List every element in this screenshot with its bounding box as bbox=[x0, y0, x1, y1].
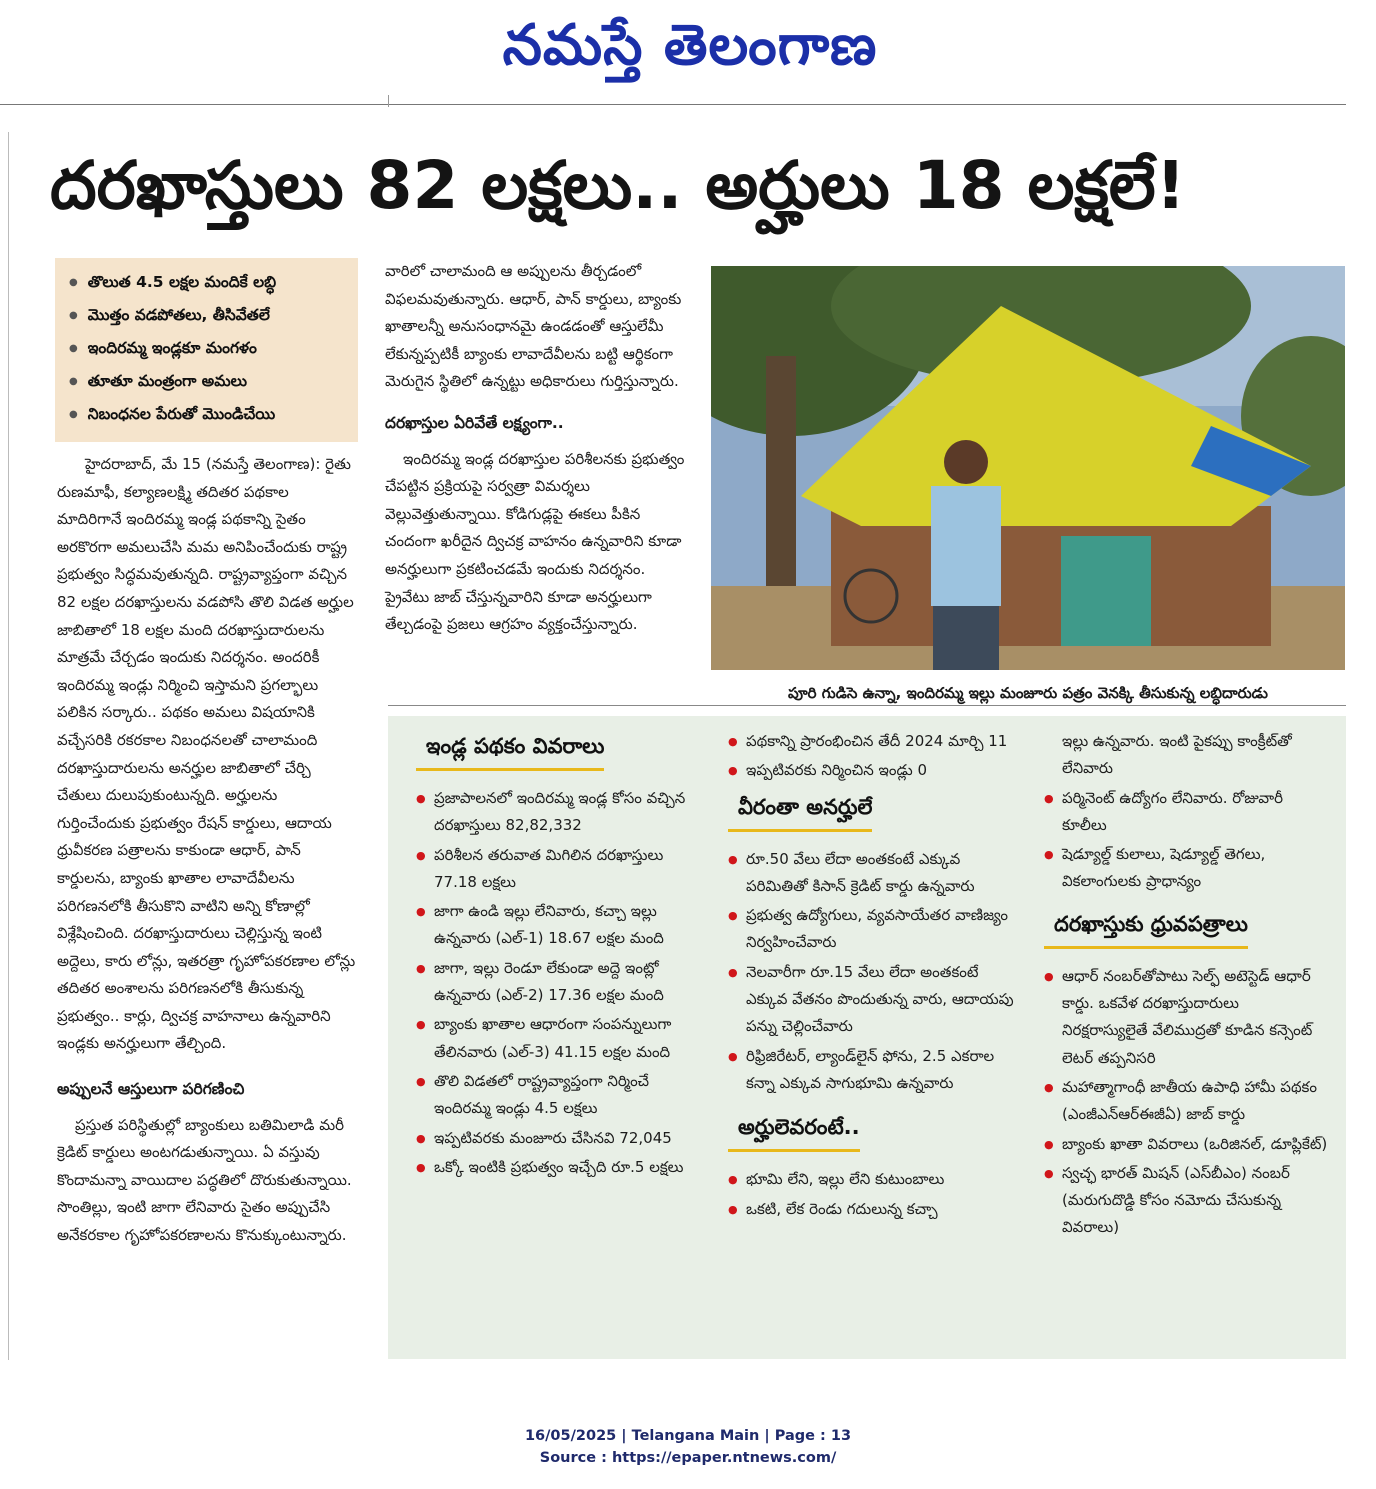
box-divider bbox=[388, 705, 1346, 706]
photo-person-head bbox=[944, 440, 988, 484]
scheme-item: ● ప్రజాపాలనలో ఇందిరమ్మ ఇండ్ల కోసం వచ్చిన దరఖాస్తులు 82,82,332 bbox=[416, 785, 706, 840]
highlight-item: ● మొత్తం వడపోతలు, తీసివేతలే bbox=[69, 299, 358, 332]
masthead-divider-tick bbox=[388, 95, 389, 107]
eligible-heading: అర్హులెవరంటే.. bbox=[728, 1111, 860, 1152]
scheme-item: ● జాగా ఉండి ఇల్లు లేనివారు, కచ్చా ఇల్లు ఉన్నవారు (ఎల్-1) 18.67 లక్షల మంది bbox=[416, 898, 706, 953]
document-item: ● స్వచ్ఛ భారత్ మిషన్ (ఎస్‌బీఎం) నంబర్ (మరుగుదొడ్డి కోసం నమోదు చేసుకున్న వివరాలు) bbox=[1044, 1160, 1329, 1242]
document-item: ● బ్యాంకు ఖాతా వివరాలు (ఒరిజినల్, డూప్లికేట్) bbox=[1044, 1131, 1329, 1158]
eligible-item: ● పర్మినెంట్ ఉద్యోగం లేనివారు. రోజువారీ కూలీలు bbox=[1044, 785, 1329, 840]
scheme-item: ● పథకాన్ని ప్రారంభించిన తేదీ 2024 మార్చి 11 bbox=[728, 728, 1018, 755]
page-left-border bbox=[0, 132, 9, 1360]
highlight-item: ● తూతూ మంత్రంగా అమలు bbox=[69, 365, 358, 398]
scheme-item: ● పరిశీలన తరువాత మిగిలిన దరఖాస్తులు 77.18 లక్షలు bbox=[416, 842, 706, 897]
ineligible-column bbox=[728, 728, 1018, 1225]
article-column-1 bbox=[57, 451, 357, 1250]
footer-source-line[interactable]: Source : https://epaper.ntnews.com/ bbox=[539, 1450, 837, 1466]
scheme-item: ● ఒక్కో ఇంటికి ప్రభుత్వం ఇచ్చేది రూ.5 లక్షలు bbox=[416, 1154, 706, 1181]
scheme-details-heading: ఇండ్ల పథకం వివరాలు bbox=[416, 730, 604, 771]
article-paragraph: హైదరాబాద్, మే 15 (నమస్తే తెలంగాణ): రైతు రుణమాఫీ, కల్యాణలక్ష్మి తదితర పథకాల మాదిరిగానే ఇందిరమ్మ ఇండ్ల పథకాన్ని సైతం అరకొరగా అమలుచేసి మమ అనిపించేందుకు రాష్ట్ర ప్రభుత్వం సిద్ధమవుతున్నది. రాష్ట్రవ్యాప్తంగా వచ్చిన 82 లక్షల దరఖాస్తులను వడపోసి తొలి విడత అర్హుల జాబితాలో 18 లక్షల మంది దరఖాస్తుదారులను మాత్రమే చేర్చడం ఇందుకు నిదర్శనం. అందరికీ ఇందిరమ్మ ఇండ్లు నిర్మించి ఇస్తామని ప్రగల్భాలు పలికిన సర్కారు.. పథకం అమలు విషయానికి వచ్చేసరికి రకరకాల నిబంధనలతో చాలామంది దరఖాస్తుదారులను అనర్హుల జాబితాలో చేర్చి చేతులు దులుపుకుంటున్నది. అర్హులను గుర్తించేందుకు ప్రభుత్వం రేషన్ కార్డులు, ఆదాయ ధ్రువీకరణ పత్రాలను కాకుండా ఆధార్, పాన్ కార్డులను, బ్యాంకు ఖాతాల లావాదేవీలను పరిగణనలోకి తీసుకొని వాటిని అన్ని కోణాల్లో విశ్లేషించింది. దరఖాస్తుదారులు చెల్లిస్తున్న ఇంటి అద్దెలు, కారు లోన్లు, ఇతరత్రా గృహోపకరణాల లోన్లు తదితర అంశాలను పరిగణనలోకి తీసుకున్న ప్రభుత్వం.. కార్లు, ద్విచక్ర వాహనాలు ఉన్నవారిని ఇండ్లకు అనర్హులుగా తేల్చింది. bbox=[57, 455, 356, 1053]
article-paragraph: వారిలో చాలామంది ఆ అప్పులను తీర్చడంలో విఫలమవుతున్నారు. ఆధార్, పాన్ కార్డులు, బ్యాంకు ఖాతాలన్నీ అనుసంధానమై ఉండడంతో ఆస్తులేమీ లేకున్నప్పటికీ బ్యాంకు లావాదేవీలను బట్టి ఆర్థికంగా మెరుగైన స్థితిలో ఉన్నట్టు అధికారులు గుర్తిస్తున్నారు. bbox=[385, 262, 682, 391]
ineligible-item: ● ప్రభుత్వ ఉద్యోగులు, వ్యవసాయేతర వాణిజ్యం నిర్వహించేవారు bbox=[728, 902, 1018, 957]
ineligible-item: ● రూ.50 వేలు లేదా అంతకంటే ఎక్కువ పరిమితితో కిసాన్ క్రెడిట్ కార్డు ఉన్నవారు bbox=[728, 846, 1018, 901]
photo-person-trousers bbox=[933, 606, 999, 670]
scheme-item: ● జాగా, ఇల్లు రెండూ లేకుండా అద్దె ఇంట్లో ఉన్నవారు (ఎల్-2) 17.36 లక్షల మంది bbox=[416, 955, 706, 1010]
photo-hut-door bbox=[1061, 536, 1151, 646]
ineligible-item: ● రిఫ్రిజిరేటర్, ల్యాండ్‌లైన్ ఫోను, 2.5 ఎకరాల కన్నా ఎక్కువ సాగుభూమి ఉన్నవారు bbox=[728, 1043, 1018, 1098]
article-paragraph: ప్రస్తుత పరిస్థితుల్లో బ్యాంకులు బతిమిలాడి మరీ క్రెడిట్ కార్డులు అంటగడుతున్నాయి. ఏ వస్తువు కొందామన్నా వాయిదాల పద్ధతిలో దొరుకుతున్నాయి. సొంతిల్లు, ఇంటి జాగా లేనివారు సైతం అప్పుచేసి అనేకరకాల గృహోపకరణాలను కొనుక్కుంటున్నారు. bbox=[57, 1115, 352, 1245]
documents-heading: దరఖాస్తుకు ధ్రువపత్రాలు bbox=[1044, 908, 1248, 949]
scheme-item: ● తొలి విడతలో రాష్ట్రవ్యాప్తంగా నిర్మించే ఇందిరమ్మ ఇండ్లు 4.5 లక్షలు bbox=[416, 1068, 706, 1123]
article-column-2 bbox=[385, 258, 690, 639]
highlight-item: ● నిబంధనల పేరుతో మొండిచేయి bbox=[69, 398, 358, 431]
eligible-item-continued: ఇల్లు ఉన్నవారు. ఇంటి పైకప్పు కాంక్రీట్‌తో లేనివారు bbox=[1062, 732, 1292, 778]
scheme-item: ● ఇప్పటివరకు మంజూరు చేసినవి 72,045 bbox=[416, 1125, 706, 1152]
article-subhead: దరఖాస్తుల ఏరివేతే లక్ష్యంగా.. bbox=[385, 413, 564, 432]
scheme-item: ● ఇప్పటివరకు నిర్మించిన ఇండ్లు 0 bbox=[728, 757, 1018, 784]
documents-column bbox=[1044, 728, 1329, 1244]
scheme-item: ● బ్యాంకు ఖాతాల ఆధారంగా సంపన్నులుగా తేలినవారు (ఎల్-3) 41.15 లక్షల మంది bbox=[416, 1011, 706, 1066]
eligible-item: ● షెడ్యూల్డ్ కులాలు, షెడ్యూల్డ్ తెగలు, వికలాంగులకు ప్రాధాన్యం bbox=[1044, 841, 1329, 896]
photo-person-shirt bbox=[931, 486, 1001, 606]
article-paragraph: ఇందిరమ్మ ఇండ్ల దరఖాస్తుల పరిశీలనకు ప్రభుత్వం చేపట్టిన ప్రక్రియపై సర్వత్రా విమర్శలు వెల్లువెత్తుతున్నాయి. కోడిగుడ్లపై ఈకలు పీకిన చందంగా ఖరీదైన ద్విచక్ర వాహనం ఉన్నవారిని కూడా అనర్హులుగా ప్రకటించడమే ఇందుకు నిదర్శనం. ప్రైవేటు జాబ్ చేస్తున్నవారిని కూడా అనర్హులుగా తేల్చడంపై ప్రజలు ఆగ్రహం వ్యక్తంచేస్తున్నారు. bbox=[385, 449, 685, 634]
headline: దరఖాస్తులు 82 లక్షలు.. అర్హులు 18 లక్షలే! bbox=[50, 147, 1186, 224]
page-footer bbox=[0, 1425, 1376, 1469]
ineligible-item: ● నెలవారీగా రూ.15 వేలు లేదా అంతకంటే ఎక్కువ వేతనం పొందుతున్న వారు, ఆదాయపు పన్ను చెల్లించేవారు bbox=[728, 959, 1018, 1041]
scheme-details-column bbox=[416, 724, 706, 1183]
eligible-item: ● భూమి లేని, ఇల్లు లేని కుటుంబాలు bbox=[728, 1166, 1018, 1193]
eligible-item: ● ఒకటి, లేక రెండు గదులున్న కచ్చా bbox=[728, 1196, 1018, 1223]
masthead bbox=[0, 0, 1376, 100]
document-item: ● ఆధార్ నంబర్‌తోపాటు సెల్ఫ్ అటెస్టెడ్ ఆధార్ కార్డు. ఒకవేళ దరఖాస్తుదారులు నిరక్షరాస్యులైతే వేలిముద్రతో కూడిన కన్సెంట్ లెటర్ తప్పనిసరి bbox=[1044, 963, 1329, 1072]
highlights-box bbox=[55, 258, 358, 442]
info-box bbox=[388, 716, 1346, 1359]
masthead-divider bbox=[0, 104, 1346, 105]
ineligible-heading: వీరంతా అనర్హులే bbox=[728, 791, 872, 832]
article-subhead: అప్పులనే ఆస్తులుగా పరిగణించి bbox=[57, 1080, 245, 1099]
newspaper-logo: నమస్తే తెలంగాణ bbox=[502, 13, 878, 78]
highlight-item: ● తొలుత 4.5 లక్షల మందికే లబ్ధి bbox=[69, 266, 358, 299]
photo-tree-trunk bbox=[766, 356, 796, 616]
hut-photo-illustration bbox=[711, 266, 1345, 670]
highlight-item: ● ఇందిరమ్మ ఇండ్లకూ మంగళం bbox=[69, 332, 358, 365]
document-item: ● మహాత్మాగాంధీ జాతీయ ఉపాధి హామీ పథకం (ఎంజీఎన్‌ఆర్‌ఈజీఏ) జాబ్ కార్డు bbox=[1044, 1074, 1329, 1129]
news-photo bbox=[711, 266, 1345, 670]
photo-hut-wall bbox=[831, 506, 1271, 646]
photo-caption: పూరి గుడిసె ఉన్నా, ఇందిరమ్మ ఇల్లు మంజూరు పత్రం వెనక్కి తీసుకున్న లబ్ధిదారుడు bbox=[788, 684, 1268, 702]
footer-date-line: 16/05/2025 | Telangana Main | Page : 13 bbox=[524, 1428, 852, 1444]
